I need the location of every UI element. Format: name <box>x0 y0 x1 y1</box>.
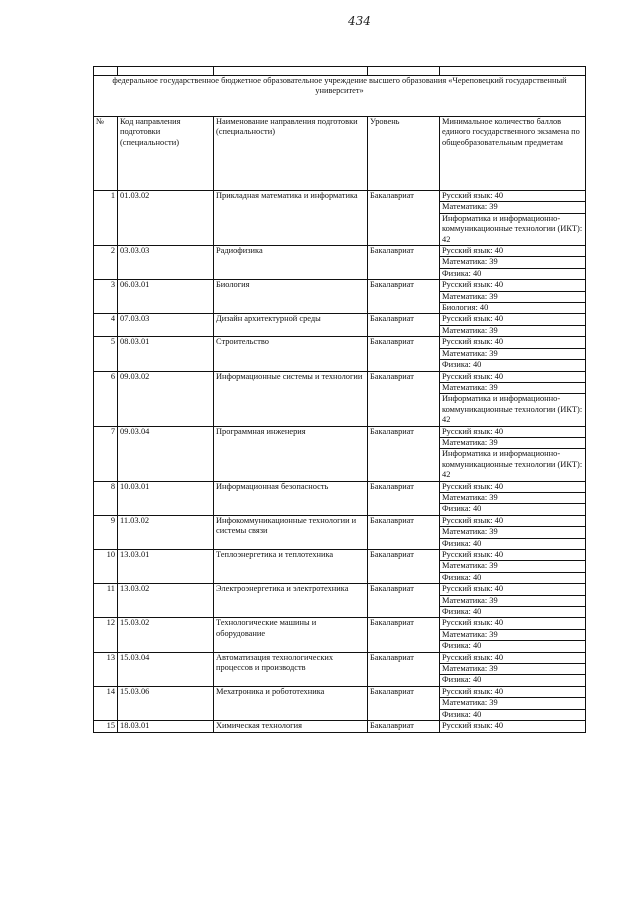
table-body <box>94 67 586 733</box>
row-number: 7 <box>94 426 118 481</box>
table-row <box>94 584 586 595</box>
row-number: 13 <box>94 652 118 686</box>
row-code: 08.03.01 <box>118 337 214 371</box>
row-exam: Русский язык: 40 <box>440 652 586 663</box>
row-level: Бакалавриат <box>368 426 440 481</box>
row-exam: Информатика и информационно-коммуникационные технологии (ИКТ): 42 <box>440 213 586 245</box>
row-code: 07.03.03 <box>118 314 214 337</box>
row-exam: Математика: 39 <box>440 698 586 709</box>
table-row <box>94 721 586 732</box>
table-row <box>94 550 586 561</box>
row-exam: Русский язык: 40 <box>440 371 586 382</box>
row-exam: Русский язык: 40 <box>440 686 586 697</box>
organization-row <box>94 76 586 117</box>
row-code: 09.03.04 <box>118 426 214 481</box>
row-exam: Русский язык: 40 <box>440 618 586 629</box>
table-row <box>94 618 586 629</box>
row-exam: Математика: 39 <box>440 382 586 393</box>
row-code: 09.03.02 <box>118 371 214 426</box>
row-code: 15.03.06 <box>118 686 214 720</box>
row-level: Бакалавриат <box>368 191 440 246</box>
row-code: 18.03.01 <box>118 721 214 732</box>
row-exam: Математика: 39 <box>440 492 586 503</box>
row-number: 3 <box>94 280 118 314</box>
row-name: Прикладная математика и информатика <box>214 191 368 246</box>
table-row <box>94 371 586 382</box>
row-exam: Математика: 39 <box>440 202 586 213</box>
table-row <box>94 652 586 663</box>
row-exam: Физика: 40 <box>440 709 586 720</box>
row-code: 15.03.04 <box>118 652 214 686</box>
row-code: 13.03.01 <box>118 550 214 584</box>
row-exam: Физика: 40 <box>440 675 586 686</box>
row-exam: Русский язык: 40 <box>440 721 586 732</box>
row-exam: Математика: 39 <box>440 325 586 336</box>
row-exam: Физика: 40 <box>440 504 586 515</box>
row-exam: Математика: 39 <box>440 664 586 675</box>
row-number: 6 <box>94 371 118 426</box>
header-row <box>94 117 586 191</box>
row-name: Строительство <box>214 337 368 371</box>
row-number: 1 <box>94 191 118 246</box>
row-exam: Физика: 40 <box>440 538 586 549</box>
row-name: Технологические машины и оборудование <box>214 618 368 652</box>
row-exam: Физика: 40 <box>440 572 586 583</box>
row-name: Инфокоммуникационные технологии и системы связи <box>214 515 368 549</box>
row-exam: Русский язык: 40 <box>440 584 586 595</box>
row-exam: Математика: 39 <box>440 595 586 606</box>
row-exam: Математика: 39 <box>440 527 586 538</box>
table-row <box>94 280 586 291</box>
row-exam: Физика: 40 <box>440 268 586 279</box>
header-code: Код направления подготовки (специальности) <box>118 117 214 191</box>
organization-name: федеральное государственное бюджетное образовательное учреждение высшего образования «Череповецкий государственный университет» <box>94 76 586 117</box>
row-exam: Русский язык: 40 <box>440 481 586 492</box>
row-level: Бакалавриат <box>368 515 440 549</box>
admission-table <box>93 66 586 733</box>
row-code: 11.03.02 <box>118 515 214 549</box>
row-exam: Физика: 40 <box>440 607 586 618</box>
row-level: Бакалавриат <box>368 652 440 686</box>
row-name: Дизайн архитектурной среды <box>214 314 368 337</box>
table-row <box>94 246 586 257</box>
row-number: 4 <box>94 314 118 337</box>
row-number: 12 <box>94 618 118 652</box>
table-row <box>94 426 586 437</box>
table-row <box>94 337 586 348</box>
table-row <box>94 515 586 526</box>
row-name: Радиофизика <box>214 246 368 280</box>
header-no: № <box>94 117 118 191</box>
row-level: Бакалавриат <box>368 550 440 584</box>
row-name: Электроэнергетика и электротехника <box>214 584 368 618</box>
row-exam: Русский язык: 40 <box>440 246 586 257</box>
row-level: Бакалавриат <box>368 481 440 515</box>
row-code: 06.03.01 <box>118 280 214 314</box>
row-code: 03.03.03 <box>118 246 214 280</box>
row-name: Программная инженерия <box>214 426 368 481</box>
row-level: Бакалавриат <box>368 584 440 618</box>
row-name: Информационные системы и технологии <box>214 371 368 426</box>
row-code: 10.03.01 <box>118 481 214 515</box>
table-row <box>94 314 586 325</box>
row-exam: Математика: 39 <box>440 561 586 572</box>
row-number: 14 <box>94 686 118 720</box>
table-row <box>94 191 586 202</box>
row-exam: Информатика и информационно-коммуникационные технологии (ИКТ): 42 <box>440 449 586 481</box>
row-exam: Русский язык: 40 <box>440 191 586 202</box>
row-name: Биология <box>214 280 368 314</box>
row-exam: Информатика и информационно-коммуникационные технологии (ИКТ): 42 <box>440 394 586 426</box>
row-exam: Русский язык: 40 <box>440 550 586 561</box>
header-min-score: Минимальное количество баллов единого государственного экзамена по общеобразовательным предметам <box>440 117 586 191</box>
row-number: 10 <box>94 550 118 584</box>
row-name: Информационная безопасность <box>214 481 368 515</box>
row-exam: Русский язык: 40 <box>440 515 586 526</box>
row-name: Химическая технология <box>214 721 368 732</box>
row-number: 9 <box>94 515 118 549</box>
row-level: Бакалавриат <box>368 686 440 720</box>
row-code: 15.03.02 <box>118 618 214 652</box>
header-name: Наименование направления подготовки (специальности) <box>214 117 368 191</box>
row-exam: Физика: 40 <box>440 641 586 652</box>
row-level: Бакалавриат <box>368 314 440 337</box>
row-name: Теплоэнергетика и теплотехника <box>214 550 368 584</box>
row-exam: Математика: 39 <box>440 629 586 640</box>
table-row <box>94 481 586 492</box>
row-exam: Математика: 39 <box>440 257 586 268</box>
row-code: 01.03.02 <box>118 191 214 246</box>
row-name: Автоматизация технологических процессов и производств <box>214 652 368 686</box>
row-number: 2 <box>94 246 118 280</box>
row-exam: Математика: 39 <box>440 348 586 359</box>
row-exam: Физика: 40 <box>440 360 586 371</box>
row-level: Бакалавриат <box>368 280 440 314</box>
row-name: Мехатроника и робототехника <box>214 686 368 720</box>
row-exam: Биология: 40 <box>440 303 586 314</box>
blank-top-row <box>94 67 586 76</box>
row-level: Бакалавриат <box>368 337 440 371</box>
row-level: Бакалавриат <box>368 618 440 652</box>
page-number: 434 <box>348 14 371 28</box>
row-exam: Русский язык: 40 <box>440 314 586 325</box>
table-row <box>94 686 586 697</box>
row-level: Бакалавриат <box>368 246 440 280</box>
row-exam: Русский язык: 40 <box>440 280 586 291</box>
row-number: 11 <box>94 584 118 618</box>
row-exam: Русский язык: 40 <box>440 426 586 437</box>
row-exam: Русский язык: 40 <box>440 337 586 348</box>
row-exam: Математика: 39 <box>440 291 586 302</box>
row-number: 15 <box>94 721 118 732</box>
row-number: 5 <box>94 337 118 371</box>
row-level: Бакалавриат <box>368 721 440 732</box>
row-level: Бакалавриат <box>368 371 440 426</box>
row-number: 8 <box>94 481 118 515</box>
header-level: Уровень <box>368 117 440 191</box>
row-exam: Математика: 39 <box>440 437 586 448</box>
row-code: 13.03.02 <box>118 584 214 618</box>
